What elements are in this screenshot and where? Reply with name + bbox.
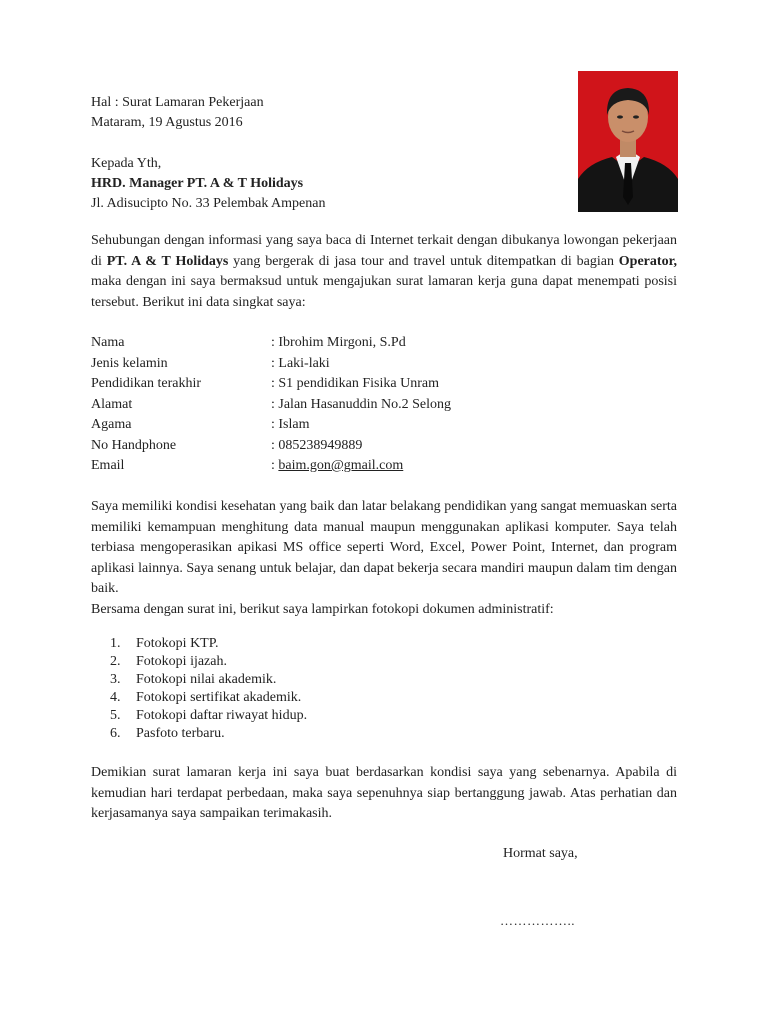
letter-header (91, 93, 264, 133)
applicant-row (91, 374, 451, 395)
letter-subject: Hal : Surat Lamaran Pekerjaan (91, 95, 264, 110)
list-item (110, 635, 307, 653)
attachments-intro: Bersama dengan surat ini, berikut saya lampirkan fotokopi dokumen administratif: (91, 601, 554, 617)
applicant-value: : Jalan Hasanuddin No.2 Selong (271, 396, 452, 412)
applicant-value: : S1 pendidikan Fisika Unram (271, 376, 439, 391)
list-item (110, 689, 307, 707)
signoff-greeting: Hormat saya, (503, 846, 578, 861)
applicant-value: : 085238949889 (271, 437, 363, 453)
list-item (110, 653, 307, 671)
recipient-address: Jl. Adisucipto No. 33 Pelembak Ampenan (91, 196, 326, 211)
list-item-number: 5. (110, 708, 121, 723)
list-item-number: 3. (110, 672, 121, 687)
qualification-text: Saya memiliki kondisi kesehatan yang baik dan latar belakang pendidikan yang sangat memuaskan serta memiliki kemampuan menghitung data manual maupun menggunakan aplikasi komputer. Saya telah terbiasa mengoperasikan apikasi MS office seperti Word, Excel, Power Point, Internet, dan program aplikasi lainnya. Saya senang untuk belajar, dan dapat bekerja secara mandiri maupun dalam tim dengan baik. (91, 499, 677, 596)
email-colon: : (271, 458, 279, 473)
applicant-label: Jenis kelamin (91, 355, 168, 371)
applicant-label: Nama (91, 335, 125, 350)
list-item (110, 725, 307, 743)
applicant-value: : Laki-laki (271, 355, 330, 371)
email-link[interactable]: baim.gon@gmail.com (278, 458, 404, 473)
applicant-data-table (91, 333, 451, 477)
intro-position: Operator, (618, 253, 677, 269)
list-item-text: Fotokopi KTP. (136, 636, 219, 651)
closing-text: Demikian surat lamaran kerja ini saya buat berdasarkan kondisi saya yang sebenarnya. Apabila di kemudian hari terdapat perbedaan, maka saya sepenuhnya siap bertanggung jawab. Atas perhatian dan kerjasamanya saya sampaikan terimakasih. (91, 765, 677, 821)
intro-company: PT. A & T Holidays (106, 253, 229, 269)
applicant-row-email (91, 456, 451, 477)
applicant-row (91, 415, 451, 436)
email-label: Email (91, 458, 125, 473)
applicant-label: No Handphone (91, 437, 177, 453)
applicant-label: Pendidikan terakhir (91, 376, 202, 391)
applicant-photo (578, 71, 678, 212)
applicant-value: : Islam (271, 417, 310, 432)
applicant-value: : Ibrohim Mirgoni, S.Pd (271, 335, 406, 350)
closing-paragraph (91, 763, 677, 825)
intro-text-3: maka dengan ini saya bermaksud untuk mengajukan surat lamaran kerja guna dapat menempati posisi tersebut. Berikut ini data singkat saya: (91, 274, 677, 310)
list-item-text: Fotokopi daftar riwayat hidup. (136, 708, 308, 723)
recipient-name: HRD. Manager PT. A & T Holidays (91, 176, 304, 191)
list-item-number: 6. (110, 726, 121, 741)
list-item-number: 2. (110, 654, 121, 669)
applicant-row (91, 333, 451, 354)
intro-paragraph (91, 231, 677, 313)
list-item-text: Pasfoto terbaru. (136, 726, 225, 741)
intro-text-2: yang bergerak di jasa tour and travel untuk ditempatkan di bagian (228, 253, 619, 269)
applicant-row (91, 436, 451, 457)
attachments-list (110, 635, 307, 743)
applicant-label: Agama (91, 417, 132, 432)
recipient-block (91, 154, 325, 214)
applicant-label: Alamat (91, 396, 133, 412)
list-item-number: 1. (110, 636, 121, 651)
body-paragraph (91, 497, 677, 620)
list-item-text: Fotokopi ijazah. (136, 654, 227, 669)
list-item-text: Fotokopi sertifikat akademik. (136, 690, 302, 705)
applicant-row (91, 395, 451, 416)
letter-place-date: Mataram, 19 Agustus 2016 (91, 115, 243, 130)
signature-line: …………….. (500, 913, 575, 928)
email-cell (271, 456, 451, 477)
list-item (110, 671, 307, 689)
list-item-number: 4. (110, 690, 121, 705)
applicant-row (91, 354, 451, 375)
list-item (110, 707, 307, 725)
recipient-greeting: Kepada Yth, (91, 156, 162, 171)
intro-text-1: Sehubungan dengan informasi yang saya baca di Internet terkait dengan dibukanya lowongan pekerjaan di (91, 233, 677, 269)
list-item-text: Fotokopi nilai akademik. (136, 672, 277, 687)
